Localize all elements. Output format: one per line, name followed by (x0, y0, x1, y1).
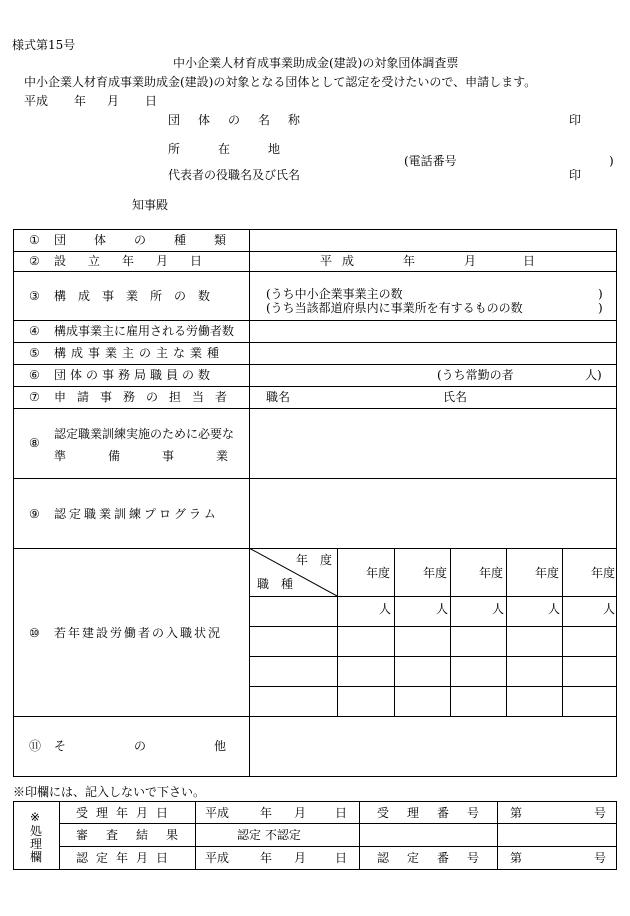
row5-label: 構成事業主の主な業種 (54, 346, 225, 360)
row3-num: ③ (29, 289, 40, 303)
received-year: 年 (260, 806, 273, 820)
seal-mark-1: 印 (569, 113, 582, 127)
year-header-1: 年度 (366, 566, 391, 580)
unit-cell-5: 人 (603, 602, 616, 616)
addressee: 知事殿 (132, 198, 169, 212)
received-no-label: 受理番号 (377, 806, 498, 820)
office-side-mark: ※ (30, 810, 41, 824)
cert-date-label: 認定年月日 (76, 851, 177, 865)
date-era: 平成 (24, 94, 49, 108)
unit-cell-3: 人 (492, 602, 505, 616)
row7-num: ⑦ (29, 390, 40, 404)
representative-label: 代表者の役職名及び氏名 (168, 168, 301, 182)
row3-sub2: (うち当該都道府県内に事業所を有するものの数 (266, 301, 523, 315)
date-month: 月 (107, 94, 120, 108)
row3-sub1: (うち中小企業事業主の数 (266, 287, 403, 301)
row4-label: 構成事業主に雇用される労働者数 (54, 324, 235, 338)
year-header-2: 年度 (423, 566, 448, 580)
form-number: 様式第15号 (12, 38, 76, 52)
row10-diag-top: 年度 (296, 553, 345, 567)
row9-num: ⑨ (29, 507, 40, 521)
cert-month: 月 (294, 851, 307, 865)
unit-cell-4: 人 (548, 602, 561, 616)
row7-label: 申請事務の担当者 (54, 390, 239, 404)
cert-year: 年 (260, 851, 273, 865)
org-name-label (168, 113, 319, 127)
row6-num: ⑥ (29, 368, 40, 382)
intro-text: 中小企業人材育成事業助成金(建設)の対象となる団体として認定を受けたいので、申請します。 (24, 75, 537, 89)
form-title: 中小企業人材育成事業助成金(建設)の対象団体調査票 (173, 56, 459, 70)
row4-num: ④ (29, 324, 40, 338)
row6-unit: 人) (585, 368, 602, 382)
row1-label: 団体の種類 (54, 233, 255, 247)
row8-label-line2: 準備事業 (54, 449, 271, 463)
cert-no-prefix: 第 (510, 851, 523, 865)
row2-day: 日 (523, 254, 536, 268)
row3-label: 構成事業所の数 (54, 289, 223, 303)
date-day: 日 (145, 94, 158, 108)
received-day: 日 (335, 806, 348, 820)
unit-cell-2: 人 (436, 602, 449, 616)
row10-num: ⑩ (29, 626, 40, 640)
phone-close: ) (609, 154, 614, 168)
year-header-4: 年度 (535, 566, 560, 580)
received-no-prefix: 第 (510, 806, 523, 820)
row2-label: 設立年月日 (54, 254, 225, 268)
row7-name: 氏名 (443, 390, 468, 404)
row1-num: ① (29, 233, 40, 247)
review-label: 審査結果 (76, 828, 197, 842)
address-label: 所在地 (168, 142, 319, 156)
row5-num: ⑤ (29, 346, 40, 360)
review-value: 認定 不認定 (237, 828, 301, 842)
office-note: ※印欄には、記入しないで下さい。 (13, 785, 206, 799)
org-name-label-text: 団体の名称 (168, 113, 319, 127)
row6-sub: (うち常勤の者 (437, 368, 514, 382)
year-header-5: 年度 (591, 566, 616, 580)
seal-mark-2: 印 (569, 168, 582, 182)
row3-close1: ) (598, 287, 603, 301)
row2-month: 月 (464, 254, 477, 268)
received-date-label: 受理年月日 (76, 806, 177, 820)
year-header-3: 年度 (479, 566, 504, 580)
row10-diag-bottom: 職種 (257, 577, 306, 591)
row3-close2: ) (598, 301, 603, 315)
cert-day: 日 (335, 851, 348, 865)
row8-label-line1: 認定職業訓練実施のために必要な (54, 427, 235, 441)
received-month: 月 (294, 806, 307, 820)
row6-label: 団体の事務局職員の数 (54, 368, 215, 382)
phone-label: (電話番号 (404, 154, 457, 168)
received-era: 平成 (205, 806, 230, 820)
row11-num: ⑪ (29, 739, 42, 753)
date-year: 年 (74, 94, 87, 108)
row8-num: ⑧ (29, 436, 40, 450)
row11-label: その他 (54, 739, 295, 753)
row2-num: ② (29, 254, 40, 268)
cert-no-label: 認定番号 (377, 851, 498, 865)
unit-cell-1: 人 (379, 602, 392, 616)
row7-title: 職名 (266, 390, 291, 404)
row2-era: 平成 (320, 254, 365, 268)
row9-label: 認定職業訓練プログラム (54, 507, 219, 521)
row2-year: 年 (403, 254, 416, 268)
received-no-suffix: 号 (594, 806, 607, 820)
cert-no-suffix: 号 (594, 851, 607, 865)
row10-label: 若年建設労働者の入職状況 (54, 626, 223, 640)
cert-era: 平成 (205, 851, 230, 865)
office-side-label: 処理欄 (30, 824, 43, 864)
